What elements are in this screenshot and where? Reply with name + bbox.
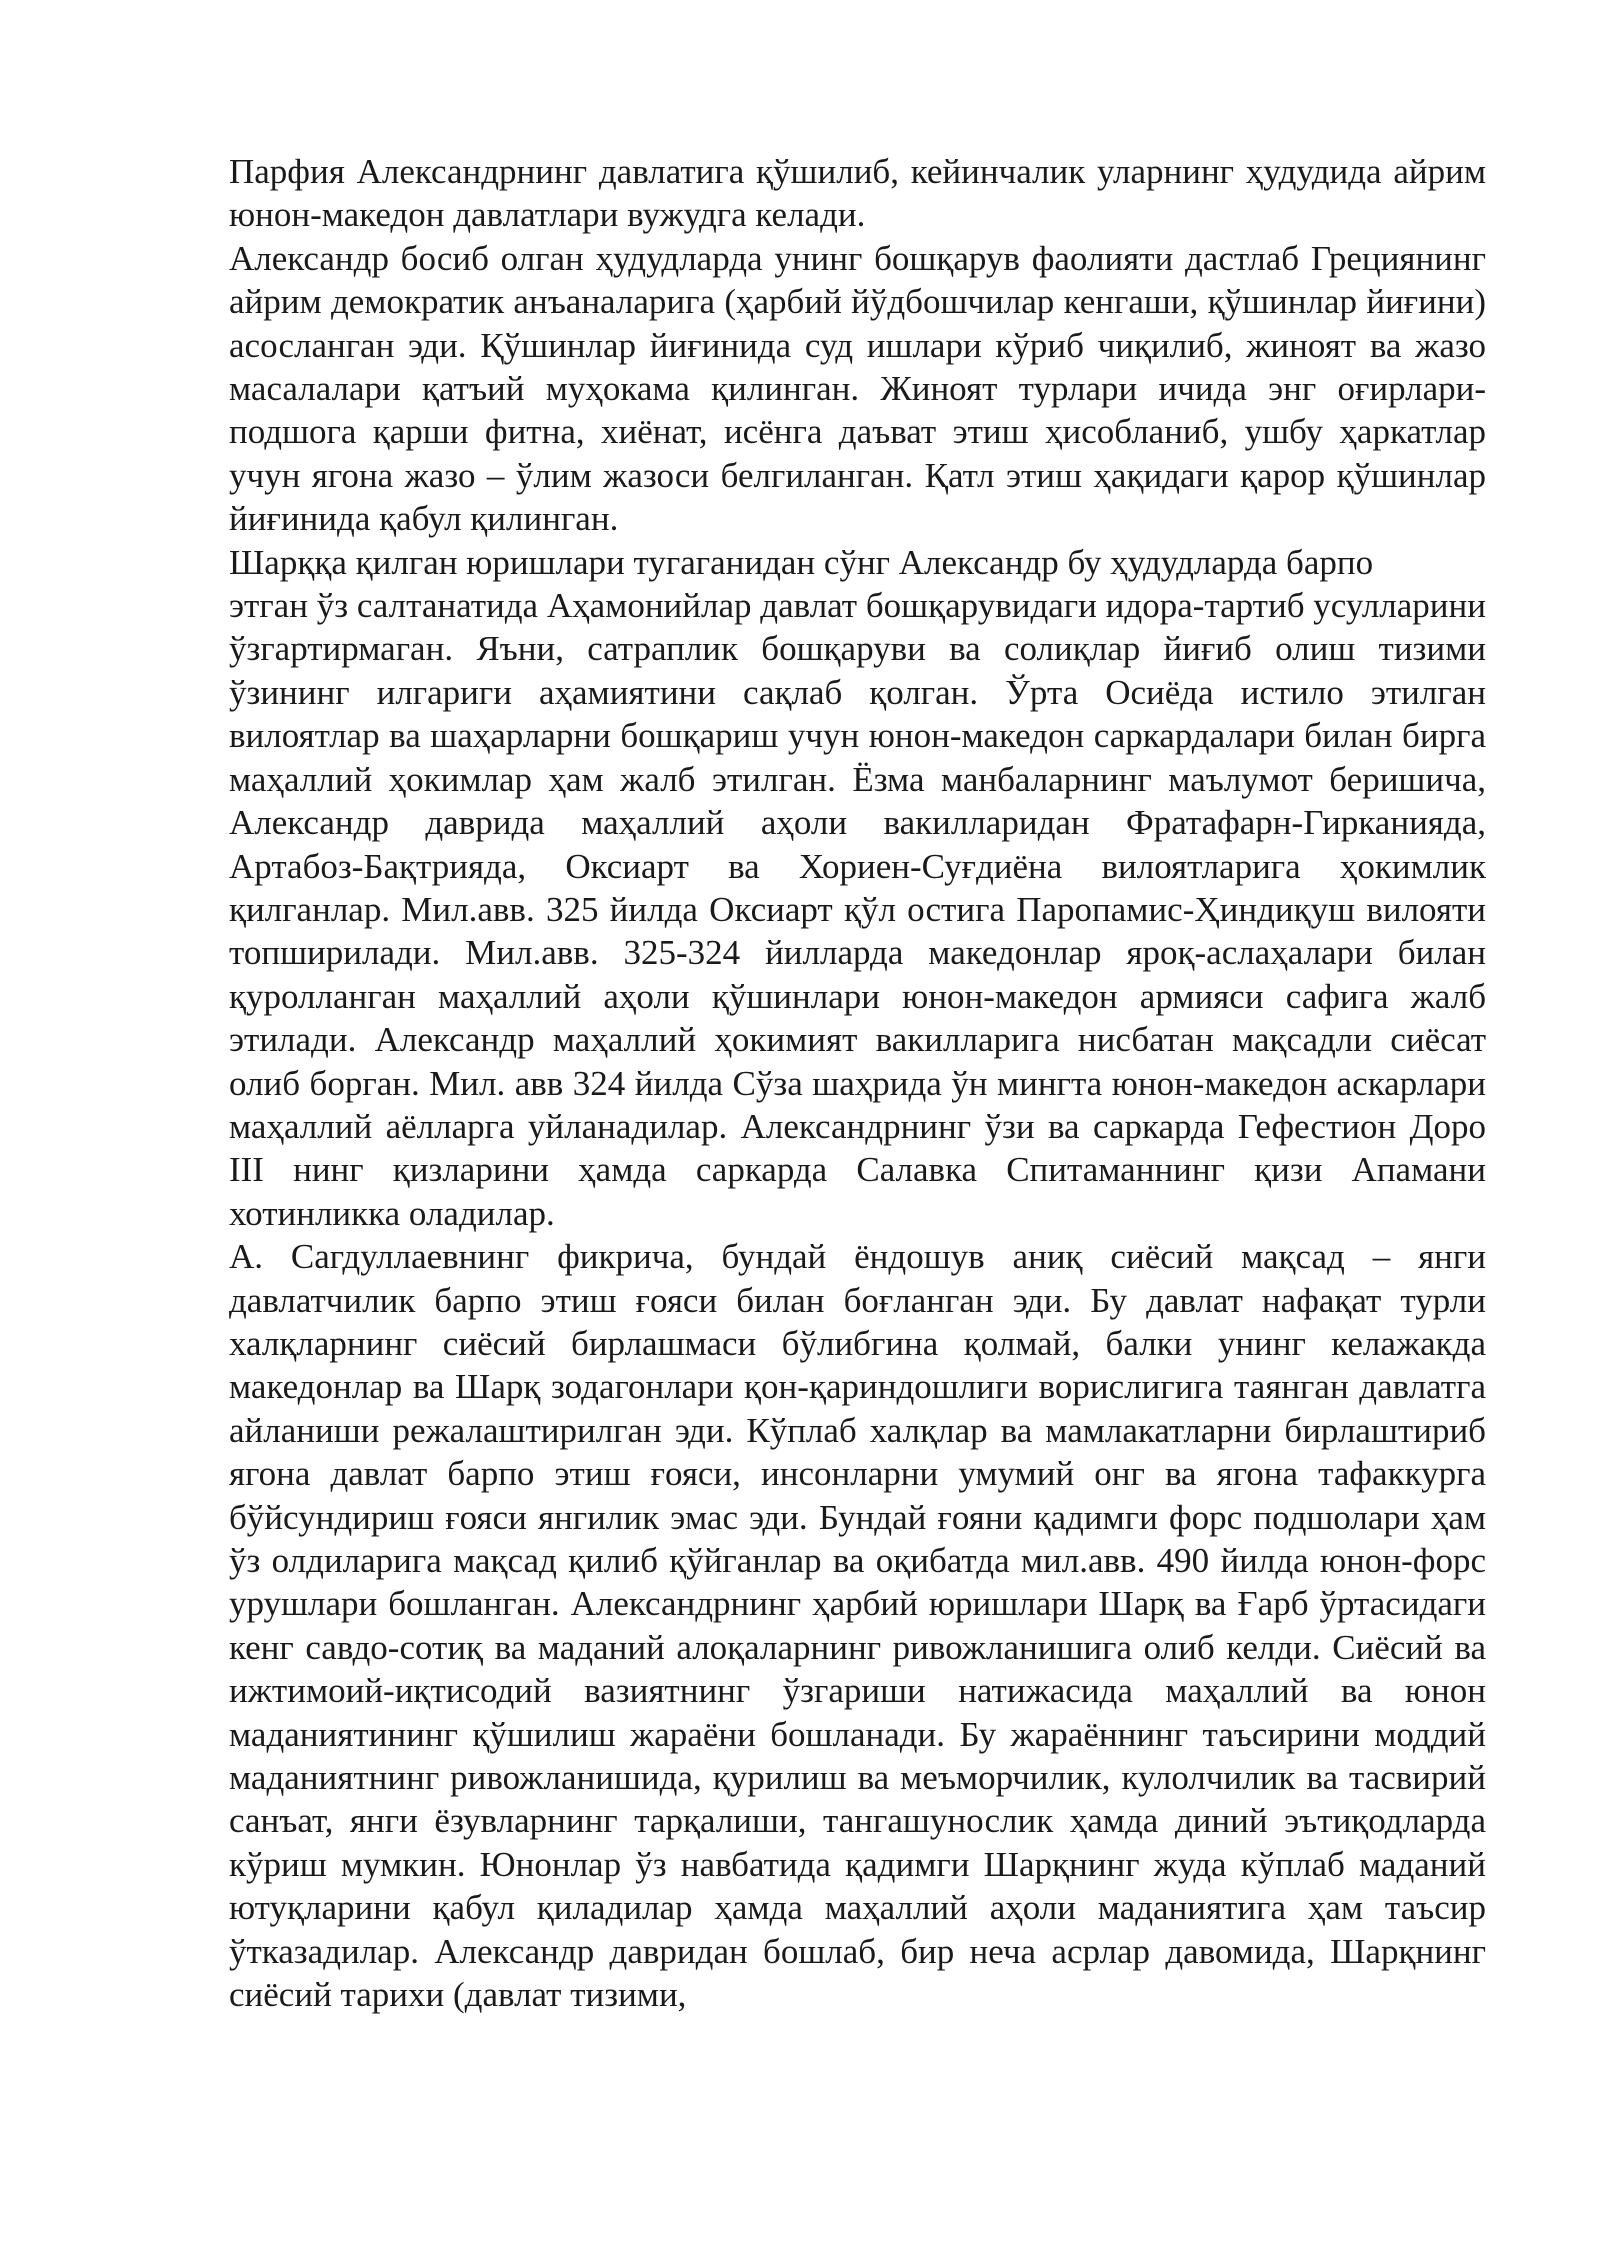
paragraph-parthia: Парфия Александрнинг давлатига қўшилиб, кейинчалик уларнинг ҳудудида айрим юнон-македон давлатлари вужудга келади. bbox=[229, 152, 1486, 235]
paragraph-administration: Александр босиб олган ҳудудларда унинг бошқарув фаолияти дастлаб Грециянинг айрим демократик анъаналарига (ҳарбий йўдбошчилар кенгаши, қўшинлар йиғини) асосланган эди. Қўшинлар йиғинида суд ишлари кўриб чиқилиб, жиноят ва жазо масалалари қатъий муҳокама қилинган. Жиноят турлари ичида энг оғирлари-подшога қарши фитна, хиёнат, исёнга даъват этиш ҳисобланиб, ушбу ҳаркатлар учун ягона жазо – ўлим жазоси белгиланган. Қатл этиш ҳақидаги қарор қўшинлар йиғинида қабул қилинган. bbox=[229, 238, 1486, 539]
paragraph-eastern-campaigns-start: Шарққа қилган юришлари тугаганидан сўнг Александр бу ҳудудларда барпо bbox=[229, 542, 1374, 582]
document-body bbox=[229, 150, 1486, 2016]
paragraph-sagdullaev-view: А. Сагдуллаевнинг фикрича, бундай ёндошув аниқ сиёсий мақсад – янги давлатчилик барпо этиш ғояси билан боғланган эди. Бу давлат нафақат турли халқларнинг сиёсий бирлашмаси бўлибгина қолмай, балки унинг келажакда македонлар ва Шарқ зодагонлари қон-қариндошлиги ворислигига таянган давлатга айланиши режалаштирилган эди. Кўплаб халқлар ва мамлакатларни бирлаштириб ягона давлат барпо этиш ғояси, инсонларни умумий онг ва ягона тафаккурга бўйсундириш ғояси янгилик эмас эди. Бундай ғояни қадимги форс подшолари ҳам ўз олдиларига мақсад қилиб қўйганлар ва оқибатда мил.авв. 490 йилда юнон-форс урушлари бошланган. Александрнинг ҳарбий юришлари Шарқ ва Ғарб ўртасидаги кенг савдо-сотиқ ва маданий алоқаларнинг ривожланишига олиб келди. Сиёсий ва ижтимоий-иқтисодий вазиятнинг ўзгариши натижасида маҳаллий ва юнон маданиятининг қўшилиш жараёни бошланади. Бу жараённинг таъсирини моддий маданиятнинг ривожланишида, қурилиш ва меъморчилик, кулолчилик ва тасвирий санъат, янги ёзувларнинг тарқалиши, тангашунослик ҳамда диний эътиқодларда кўриш мумкин. Юнонлар ўз навбатида қадимги Шарқнинг жуда кўплаб маданий ютуқларини қабул қиладилар ҳамда маҳаллий аҳоли маданиятига ҳам таъсир ўтказадилар. Александр давридан бошлаб, бир неча асрлар давомида, Шарқнинг сиёсий тарихи (давлат тизими, bbox=[229, 1237, 1486, 2015]
paragraph-achaemenid-system: этган ўз салтанатида Аҳамонийлар давлат бошқарувидаги идора-тартиб усулларини ўзгартирмаган. Яъни, сатраплик бошқаруви ва солиқлар йиғиб олиш тизими ўзининг илгариги аҳамиятини сақлаб қолган. Ўрта Осиёда истило этилган вилоятлар ва шаҳарларни бошқариш учун юнон-македон саркардалари билан бирга маҳаллий ҳокимлар ҳам жалб этилган. Ёзма манбаларнинг маълумот беришича, Александр даврида маҳаллий аҳоли вакилларидан Фратафарн-Гирканияда, Артабоз-Бақтрияда, Оксиарт ва Хориен-Суғдиёна вилоятларига ҳокимлик қилганлар. Мил.авв. 325 йилда Оксиарт қўл остига Паропамис-Ҳиндиқуш вилояти топширилади. Мил.авв. 325-324 йилларда македонлар яроқ-аслаҳалари билан қуролланган маҳаллий аҳоли қўшинлари юнон-македон армияси сафига жалб этилади. Александр маҳаллий ҳокимият вакилларига нисбатан мақсадли сиёсат олиб борган. Мил. авв 324 йилда Сўза шаҳрида ўн мингта юнон-македон аскарлари маҳаллий аёлларга уйланадилар. Александрнинг ўзи ва саркарда Гефестион Доро III нинг қизларини ҳамда саркарда Салавка Спитаманнинг қизи Апамани хотинликка оладилар. bbox=[229, 586, 1486, 1233]
